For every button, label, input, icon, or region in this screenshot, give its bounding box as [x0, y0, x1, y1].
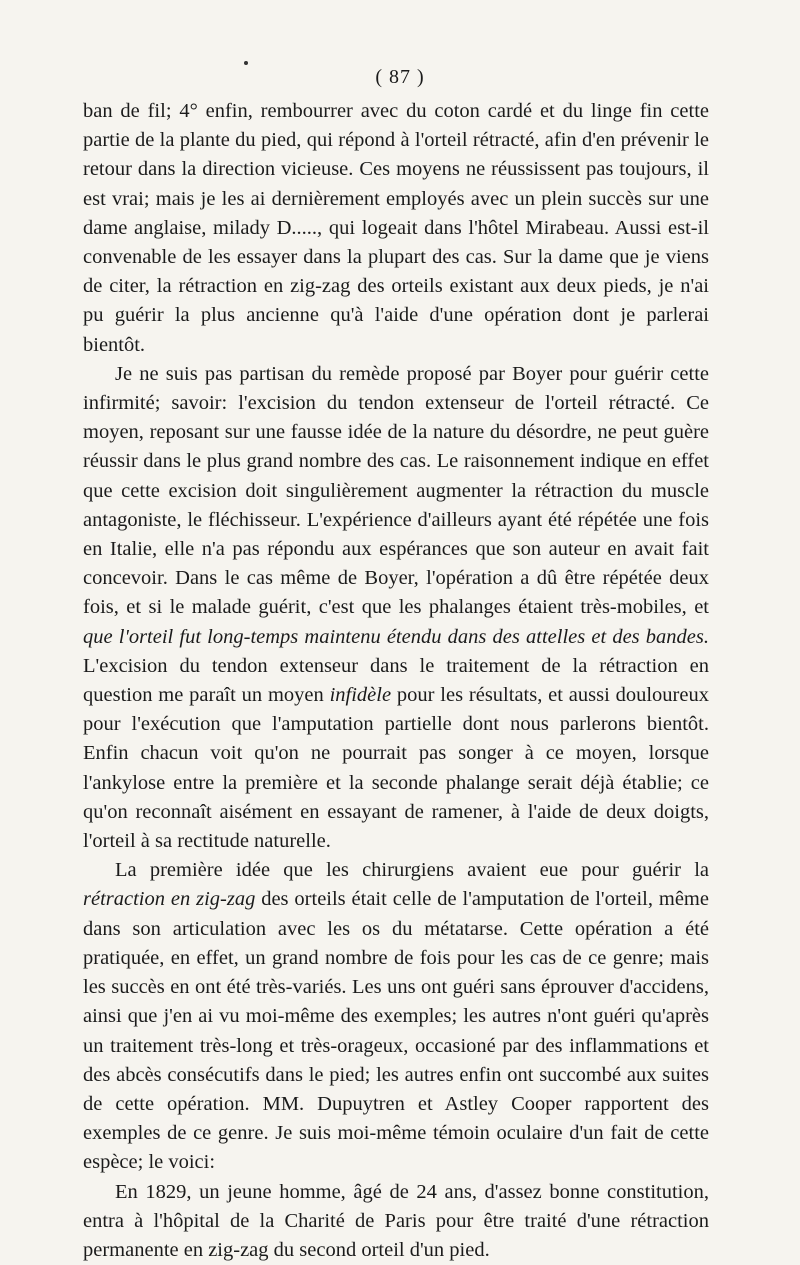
paragraph	[83, 856, 709, 1177]
paragraph	[83, 1178, 709, 1265]
italic-segment: infidèle	[329, 684, 392, 707]
text-segment: pour les résultats, et aussi douloureux pour l'exécution que l'amputation partielle dont nous parlerons bientôt. Enfin chacun voit qu'on ne pourrait pas songer à ce moyen, lorsque l'ankylose entre la première et la seconde phalange serait déjà établie; ce qu'on reconnaît aisément en essayant de ramener, à l'aide de deux doigts, l'orteil à sa rectitude naturelle.	[83, 684, 709, 853]
italic-segment: rétraction en zig-zag	[83, 888, 256, 911]
text-segment: En 1829, un jeune homme, âgé de 24 ans, d'assez bonne constitution, entra à l'hôpital de la Charité de Paris pour être traité d'une rétraction permanente en zig-zag du second orteil d'un pied.	[83, 1180, 709, 1261]
text-segment: Je ne suis pas partisan du remède proposé par Boyer pour guérir cette infirmité; savoir: l'excision du tendon extenseur de l'orteil rétracté. Ce moyen, reposant sur une fausse idée de la nature du désordre, ne peut guère réussir dans le plus grand nombre des cas. Le raisonnement indique en effet que cette excision doit singulièrement augmenter la rétraction du muscle antagoniste, le fléchisseur. L'expérience d'ailleurs ayant été répétée une fois en Italie, elle n'a pas répondu aux espérances que son auteur en avait fait concevoir. Dans le cas même de Boyer, l'opération a dû être répétée deux fois, et si le malade guérit, c'est que les phalanges étaient très-mobiles, et	[83, 362, 709, 619]
body-text	[83, 97, 709, 1265]
text-segment: La première idée que les chirurgiens avaient eue pour guérir la	[115, 859, 709, 882]
text-segment: L'excision du tendon extenseur dans le traitement de la rétraction en question me paraît un moyen	[83, 654, 709, 707]
paragraph	[83, 97, 709, 360]
text-segment: des orteils était celle de l'amputation de l'orteil, même dans son articulation avec les os du métatarse. Cette opération a été pratiquée, en effet, un grand nombre de fois pour les cas de ce genre; mais les succès en ont été très-variés. Les uns ont guéri sans éprouver d'accidens, ainsi que j'en ai vu moi-même des exemples; les autres n'ont guéri qu'après un traitement très-long et très-orageux, occasioné par des inflammations et des abcès consécutifs dans le pied; les autres enfin ont succombé aux suites de cette opération. MM. Dupuytren et Astley Cooper rapportent des exemples de ce genre. Je suis moi-même témoin oculaire d'un fait de cette espèce; le voici:	[83, 888, 709, 1174]
ink-mark	[244, 61, 248, 65]
italic-segment: que l'orteil fut long-temps maintenu étendu dans des attelles et des bandes.	[83, 625, 709, 648]
page-number: ( 87 )	[375, 66, 425, 88]
text-segment: ban de fil; 4° enfin, rembourrer avec du coton cardé et du linge fin cette partie de la plante du pied, qui répond à l'orteil rétracté, afin d'en prévenir le retour dans la direction vicieuse. Ces moyens ne réussissent pas toujours, il est vrai; mais je les ai dernièrement employés avec un plein succès sur une dame anglaise, milady D....., qui logeait dans l'hôtel Mirabeau. Aussi est-il convenable de les essayer dans la plupart des cas. Sur la dame que je viens de citer, la rétraction en zig-zag des orteils existant aux deux pieds, je n'ai pu guérir la plus ancienne qu'à l'aide d'une opération dont je parlerai bientôt.	[83, 100, 709, 356]
paragraph	[83, 360, 709, 856]
